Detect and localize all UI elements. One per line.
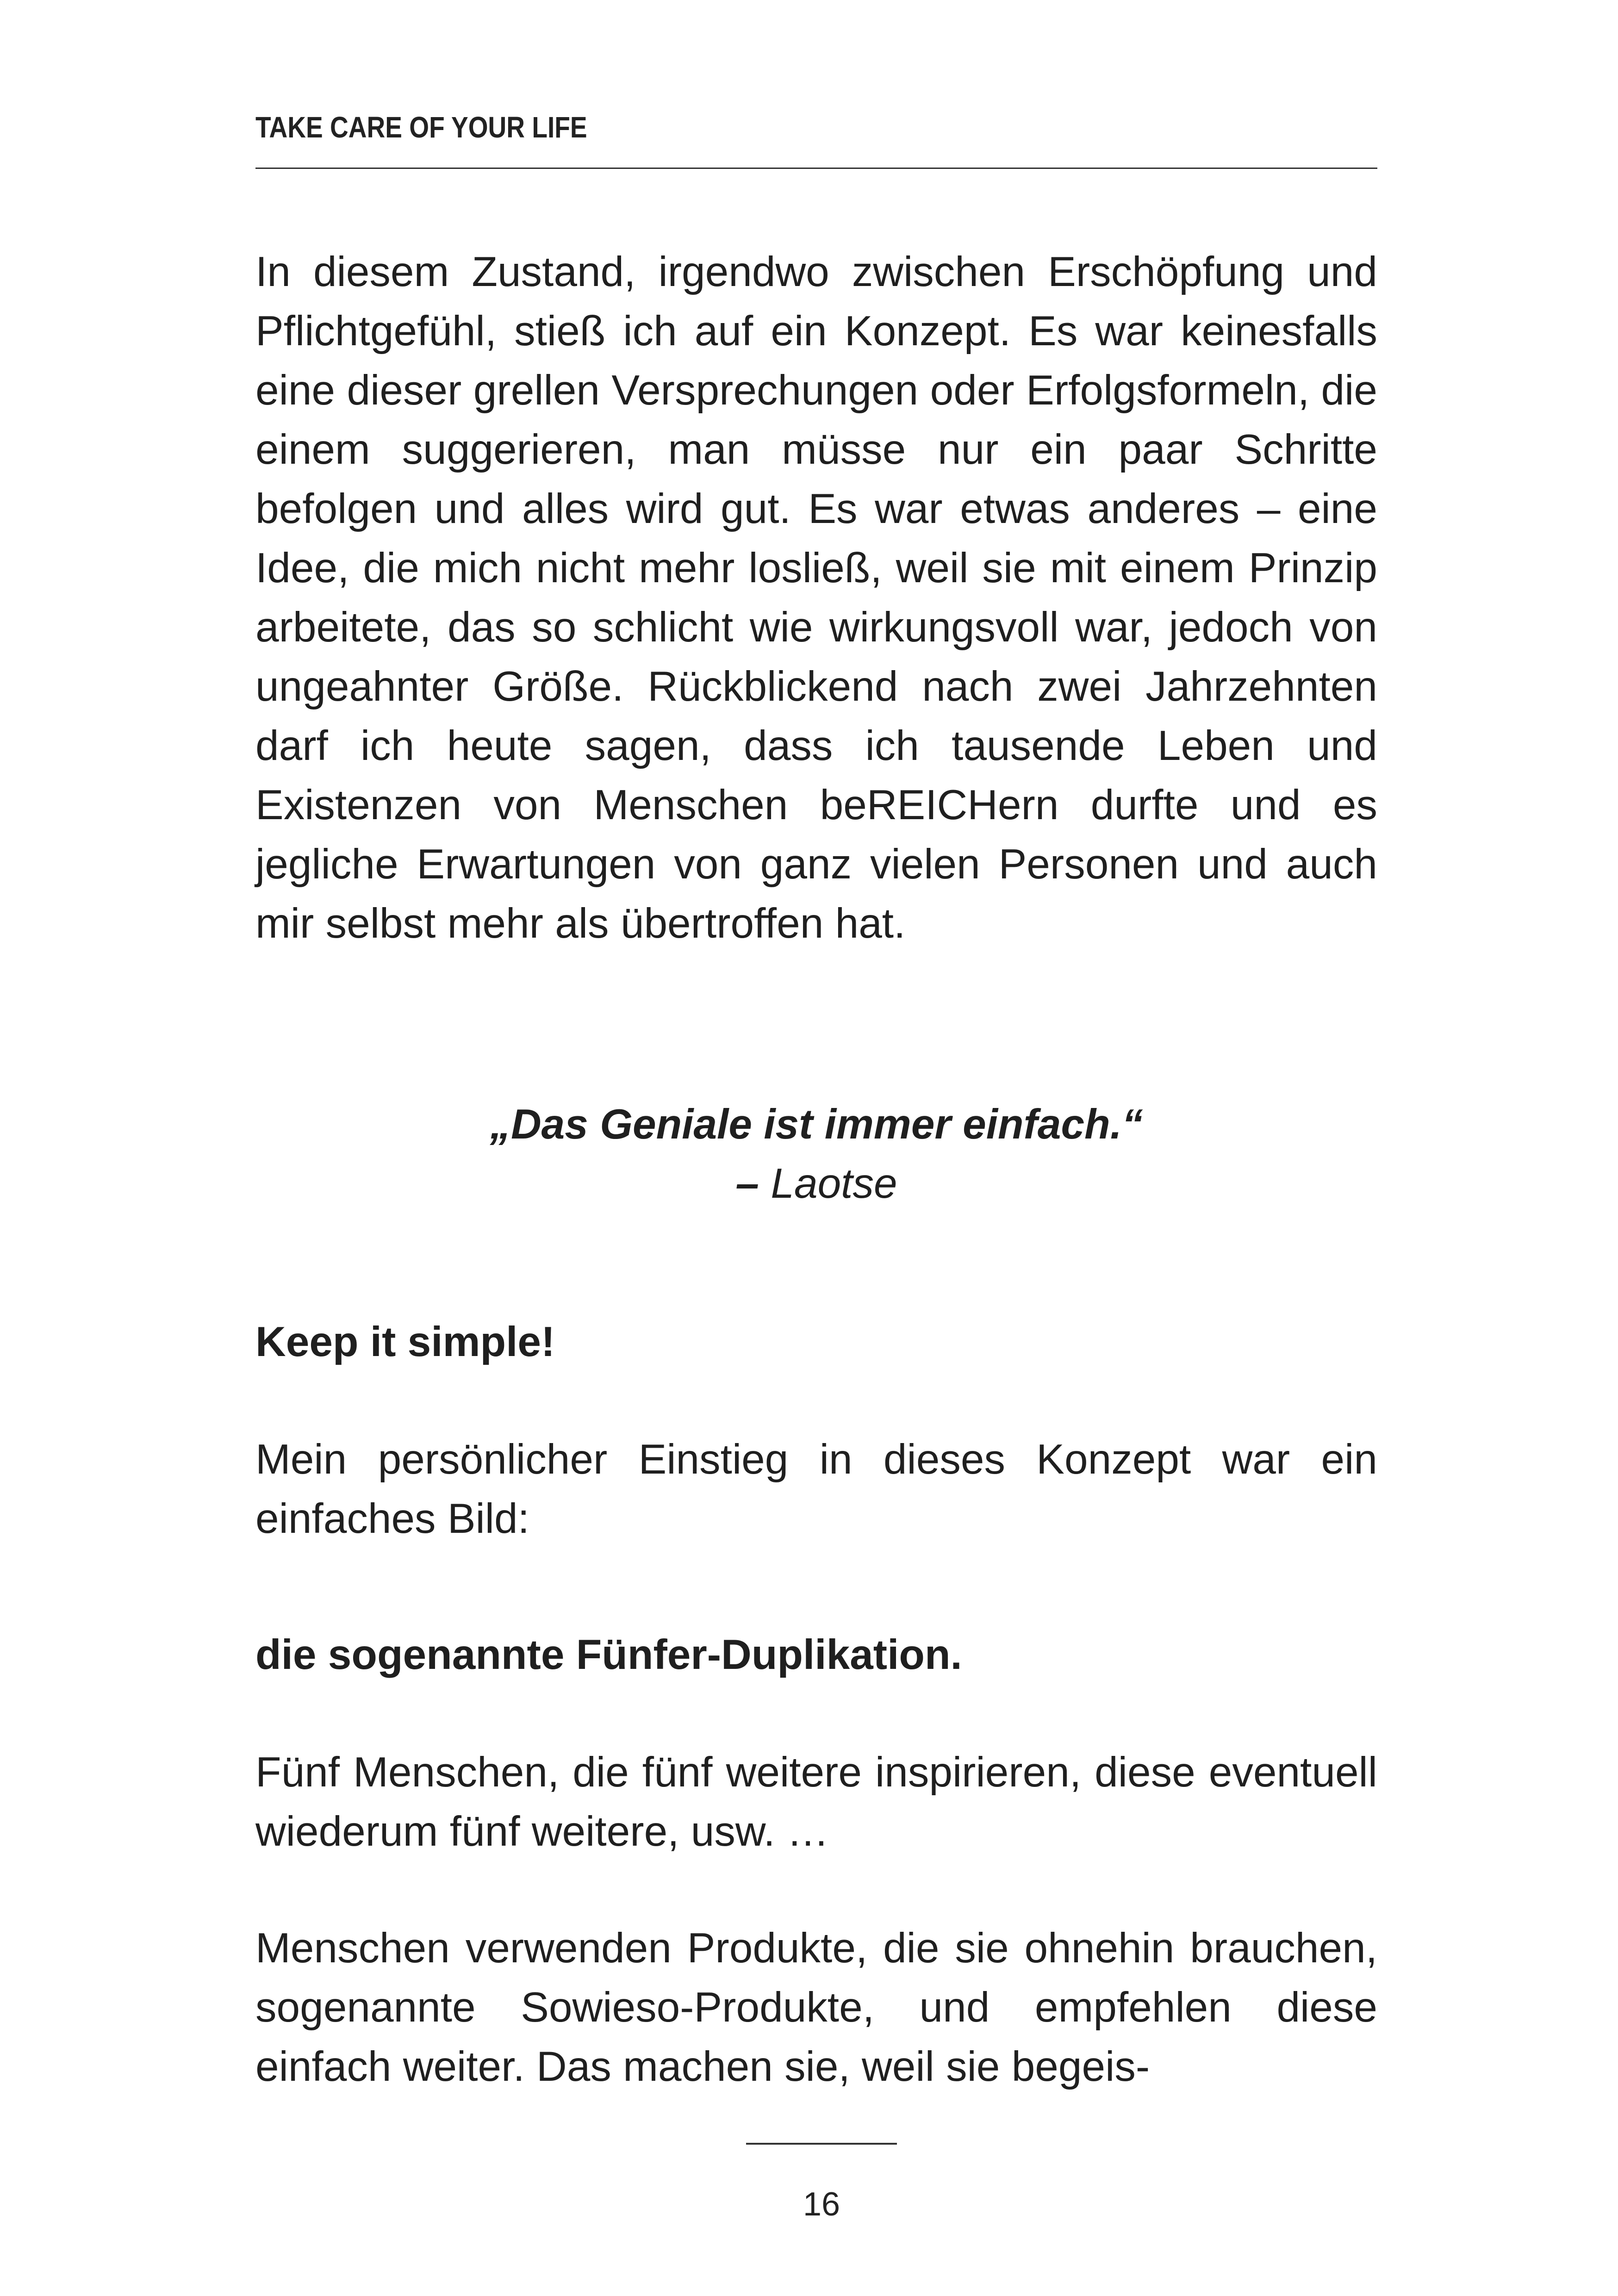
footer-divider bbox=[746, 2143, 897, 2145]
header-divider bbox=[255, 168, 1377, 169]
quote-dash: – bbox=[735, 1160, 759, 1207]
section-heading-keep-it-simple: Keep it simple! bbox=[255, 1319, 555, 1365]
quote-attribution bbox=[255, 1154, 1377, 1213]
paragraph-fuenf-menschen: Fünf Menschen, die fünf weitere inspirieren, diese eventuell wiederum fünf weitere, usw. … bbox=[255, 1749, 1377, 1855]
page-number: 16 bbox=[803, 2186, 840, 2223]
quote-author: Laotse bbox=[771, 1160, 897, 1207]
paragraph-einstieg: Mein persönlicher Einstieg in dieses Konzept war ein einfaches Bild: bbox=[255, 1436, 1377, 1542]
paragraph-produkte: Menschen verwenden Produkte, die sie ohnehin brauchen, sogenannte Sowieso-Produkte, und empfehlen diese einfach weiter. Das machen sie, weil sie begeis- bbox=[255, 1925, 1377, 2090]
running-header-title: TAKE CARE OF YOUR LIFE bbox=[255, 111, 587, 144]
section-heading-fuenfer-duplikation: die sogenannte Fünfer-Duplikation. bbox=[255, 1631, 962, 1678]
quote-text: „Das Geniale ist immer einfach.“ bbox=[490, 1101, 1143, 1148]
paragraph-intro: In diesem Zustand, irgendwo zwischen Erschöpfung und Pflichtgefühl, stieß ich auf ein Konzept. Es war keinesfalls eine dieser grellen Versprechungen oder Erfolgsformeln, die einem suggerieren, man müsse nur ein paar Schritte befolgen und alles wird gut. Es war etwas anderes – eine Idee, die mich nicht mehr losließ, weil sie mit einem Prinzip arbeitete, das so schlicht wie wirkungsvoll war, jedoch von ungeahnter Größe. Rückblickend nach zwei Jahrzehnten darf ich heute sagen, dass ich tausende Leben und Existenzen von Menschen beREICHern durfte und es jegliche Erwartungen von ganz vielen Personen und auch mir selbst mehr als übertroffen hat. bbox=[255, 249, 1377, 947]
